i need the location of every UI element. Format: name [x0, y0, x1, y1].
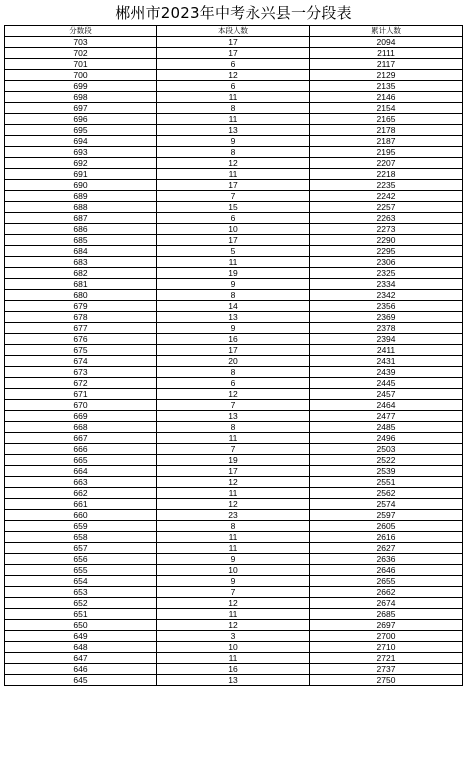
- cell-cumulative-count: 2218: [310, 169, 463, 180]
- table-row: [5, 422, 463, 433]
- cell-cumulative-count: 2178: [310, 125, 463, 136]
- cell-segment-count: 11: [157, 433, 310, 444]
- cell-cumulative-count: 2503: [310, 444, 463, 455]
- cell-cumulative-count: 2334: [310, 279, 463, 290]
- cell-segment-count: 11: [157, 609, 310, 620]
- cell-cumulative-count: 2369: [310, 312, 463, 323]
- cell-score: 693: [5, 147, 157, 158]
- cell-cumulative-count: 2263: [310, 213, 463, 224]
- cell-cumulative-count: 2464: [310, 400, 463, 411]
- cell-cumulative-count: 2636: [310, 554, 463, 565]
- cell-score: 684: [5, 246, 157, 257]
- cell-cumulative-count: 2477: [310, 411, 463, 422]
- cell-cumulative-count: 2306: [310, 257, 463, 268]
- cell-segment-count: 10: [157, 642, 310, 653]
- cell-cumulative-count: 2700: [310, 631, 463, 642]
- cell-segment-count: 11: [157, 532, 310, 543]
- cell-score: 668: [5, 422, 157, 433]
- table-row: [5, 488, 463, 499]
- cell-score: 671: [5, 389, 157, 400]
- cell-score: 703: [5, 37, 157, 48]
- cell-score: 683: [5, 257, 157, 268]
- cell-score: 659: [5, 521, 157, 532]
- cell-score: 655: [5, 565, 157, 576]
- table-row: [5, 433, 463, 444]
- cell-score: 650: [5, 620, 157, 631]
- table-row: [5, 114, 463, 125]
- cell-segment-count: 6: [157, 213, 310, 224]
- header-cumulative-count: 累计人数: [310, 26, 463, 37]
- cell-score: 699: [5, 81, 157, 92]
- table-row: [5, 334, 463, 345]
- table-row: [5, 543, 463, 554]
- cell-cumulative-count: 2616: [310, 532, 463, 543]
- table-row: [5, 158, 463, 169]
- table-row: [5, 224, 463, 235]
- table-row: [5, 499, 463, 510]
- table-row: [5, 389, 463, 400]
- cell-cumulative-count: 2750: [310, 675, 463, 686]
- cell-score: 665: [5, 455, 157, 466]
- table-row: [5, 664, 463, 675]
- cell-cumulative-count: 2165: [310, 114, 463, 125]
- cell-cumulative-count: 2235: [310, 180, 463, 191]
- cell-segment-count: 9: [157, 136, 310, 147]
- table-row: [5, 169, 463, 180]
- cell-segment-count: 11: [157, 543, 310, 554]
- cell-score: 680: [5, 290, 157, 301]
- table-row: [5, 48, 463, 59]
- cell-score: 702: [5, 48, 157, 59]
- cell-score: 692: [5, 158, 157, 169]
- cell-cumulative-count: 2562: [310, 488, 463, 499]
- cell-segment-count: 16: [157, 664, 310, 675]
- cell-segment-count: 11: [157, 114, 310, 125]
- table-row: [5, 609, 463, 620]
- cell-cumulative-count: 2496: [310, 433, 463, 444]
- table-row: [5, 378, 463, 389]
- cell-score: 697: [5, 103, 157, 114]
- cell-cumulative-count: 2290: [310, 235, 463, 246]
- cell-score: 654: [5, 576, 157, 587]
- cell-segment-count: 13: [157, 312, 310, 323]
- cell-cumulative-count: 2655: [310, 576, 463, 587]
- cell-cumulative-count: 2411: [310, 345, 463, 356]
- cell-segment-count: 5: [157, 246, 310, 257]
- cell-segment-count: 3: [157, 631, 310, 642]
- cell-score: 696: [5, 114, 157, 125]
- cell-segment-count: 7: [157, 587, 310, 598]
- cell-segment-count: 17: [157, 466, 310, 477]
- cell-segment-count: 16: [157, 334, 310, 345]
- cell-cumulative-count: 2697: [310, 620, 463, 631]
- cell-cumulative-count: 2129: [310, 70, 463, 81]
- cell-score: 667: [5, 433, 157, 444]
- table-row: [5, 312, 463, 323]
- cell-score: 691: [5, 169, 157, 180]
- table-row: [5, 411, 463, 422]
- cell-score: 649: [5, 631, 157, 642]
- cell-segment-count: 6: [157, 378, 310, 389]
- table-row: [5, 565, 463, 576]
- cell-score: 647: [5, 653, 157, 664]
- table-row: [5, 675, 463, 686]
- cell-segment-count: 12: [157, 158, 310, 169]
- cell-cumulative-count: 2539: [310, 466, 463, 477]
- table-row: [5, 532, 463, 543]
- cell-score: 681: [5, 279, 157, 290]
- header-score-range: 分数段: [5, 26, 157, 37]
- cell-cumulative-count: 2485: [310, 422, 463, 433]
- cell-cumulative-count: 2685: [310, 609, 463, 620]
- cell-score: 662: [5, 488, 157, 499]
- cell-segment-count: 19: [157, 268, 310, 279]
- table-header-row: [5, 26, 463, 37]
- cell-score: 669: [5, 411, 157, 422]
- cell-cumulative-count: 2207: [310, 158, 463, 169]
- cell-score: 653: [5, 587, 157, 598]
- cell-cumulative-count: 2551: [310, 477, 463, 488]
- cell-segment-count: 19: [157, 455, 310, 466]
- cell-score: 698: [5, 92, 157, 103]
- cell-score: 657: [5, 543, 157, 554]
- cell-score: 645: [5, 675, 157, 686]
- table-row: [5, 400, 463, 411]
- cell-segment-count: 12: [157, 70, 310, 81]
- cell-segment-count: 11: [157, 92, 310, 103]
- document-title: 郴州市2023年中考永兴县一分段表: [115, 4, 352, 22]
- cell-cumulative-count: 2605: [310, 521, 463, 532]
- table-row: [5, 191, 463, 202]
- table-row: [5, 444, 463, 455]
- cell-score: 677: [5, 323, 157, 334]
- cell-segment-count: 8: [157, 147, 310, 158]
- cell-segment-count: 9: [157, 576, 310, 587]
- table-row: [5, 268, 463, 279]
- cell-cumulative-count: 2342: [310, 290, 463, 301]
- cell-score: 689: [5, 191, 157, 202]
- cell-segment-count: 12: [157, 499, 310, 510]
- cell-cumulative-count: 2662: [310, 587, 463, 598]
- table-row: [5, 70, 463, 81]
- table-row: [5, 37, 463, 48]
- cell-segment-count: 11: [157, 257, 310, 268]
- cell-score: 688: [5, 202, 157, 213]
- table-row: [5, 455, 463, 466]
- table-row: [5, 598, 463, 609]
- cell-cumulative-count: 2522: [310, 455, 463, 466]
- table-row: [5, 345, 463, 356]
- cell-cumulative-count: 2439: [310, 367, 463, 378]
- cell-segment-count: 8: [157, 290, 310, 301]
- cell-score: 663: [5, 477, 157, 488]
- cell-segment-count: 13: [157, 675, 310, 686]
- cell-score: 661: [5, 499, 157, 510]
- table-row: [5, 136, 463, 147]
- cell-segment-count: 11: [157, 653, 310, 664]
- table-row: [5, 477, 463, 488]
- cell-segment-count: 12: [157, 620, 310, 631]
- cell-score: 679: [5, 301, 157, 312]
- cell-segment-count: 9: [157, 279, 310, 290]
- cell-cumulative-count: 2597: [310, 510, 463, 521]
- cell-cumulative-count: 2674: [310, 598, 463, 609]
- cell-cumulative-count: 2737: [310, 664, 463, 675]
- cell-cumulative-count: 2195: [310, 147, 463, 158]
- table-row: [5, 367, 463, 378]
- cell-segment-count: 11: [157, 169, 310, 180]
- cell-segment-count: 17: [157, 345, 310, 356]
- cell-segment-count: 8: [157, 103, 310, 114]
- cell-score: 664: [5, 466, 157, 477]
- table-row: [5, 620, 463, 631]
- cell-segment-count: 17: [157, 37, 310, 48]
- cell-segment-count: 11: [157, 488, 310, 499]
- table-row: [5, 180, 463, 191]
- cell-cumulative-count: 2187: [310, 136, 463, 147]
- cell-cumulative-count: 2457: [310, 389, 463, 400]
- cell-cumulative-count: 2721: [310, 653, 463, 664]
- table-row: [5, 257, 463, 268]
- table-row: [5, 92, 463, 103]
- cell-cumulative-count: 2135: [310, 81, 463, 92]
- cell-segment-count: 17: [157, 180, 310, 191]
- cell-segment-count: 13: [157, 411, 310, 422]
- table-row: [5, 301, 463, 312]
- table-row: [5, 235, 463, 246]
- cell-segment-count: 6: [157, 59, 310, 70]
- table-row: [5, 246, 463, 257]
- cell-cumulative-count: 2710: [310, 642, 463, 653]
- table-row: [5, 576, 463, 587]
- cell-score: 676: [5, 334, 157, 345]
- cell-score: 675: [5, 345, 157, 356]
- table-row: [5, 59, 463, 70]
- table-row: [5, 290, 463, 301]
- cell-segment-count: 8: [157, 422, 310, 433]
- table-row: [5, 554, 463, 565]
- cell-segment-count: 15: [157, 202, 310, 213]
- cell-cumulative-count: 2574: [310, 499, 463, 510]
- cell-score: 678: [5, 312, 157, 323]
- table-row: [5, 147, 463, 158]
- cell-cumulative-count: 2094: [310, 37, 463, 48]
- cell-segment-count: 23: [157, 510, 310, 521]
- cell-cumulative-count: 2431: [310, 356, 463, 367]
- cell-score: 652: [5, 598, 157, 609]
- cell-score: 658: [5, 532, 157, 543]
- cell-segment-count: 6: [157, 81, 310, 92]
- cell-cumulative-count: 2154: [310, 103, 463, 114]
- cell-score: 646: [5, 664, 157, 675]
- table-row: [5, 356, 463, 367]
- cell-score: 694: [5, 136, 157, 147]
- cell-segment-count: 9: [157, 554, 310, 565]
- table-row: [5, 510, 463, 521]
- cell-cumulative-count: 2445: [310, 378, 463, 389]
- cell-segment-count: 20: [157, 356, 310, 367]
- cell-cumulative-count: 2627: [310, 543, 463, 554]
- table-row: [5, 631, 463, 642]
- cell-cumulative-count: 2394: [310, 334, 463, 345]
- cell-score: 686: [5, 224, 157, 235]
- table-body: [5, 37, 463, 686]
- cell-score: 687: [5, 213, 157, 224]
- cell-score: 690: [5, 180, 157, 191]
- cell-segment-count: 13: [157, 125, 310, 136]
- cell-cumulative-count: 2117: [310, 59, 463, 70]
- cell-cumulative-count: 2242: [310, 191, 463, 202]
- cell-segment-count: 7: [157, 191, 310, 202]
- cell-segment-count: 10: [157, 565, 310, 576]
- table-row: [5, 103, 463, 114]
- cell-score: 670: [5, 400, 157, 411]
- cell-segment-count: 9: [157, 323, 310, 334]
- cell-cumulative-count: 2273: [310, 224, 463, 235]
- score-distribution-table: [4, 25, 463, 686]
- cell-cumulative-count: 2325: [310, 268, 463, 279]
- table-row: [5, 521, 463, 532]
- table-row: [5, 466, 463, 477]
- cell-score: 700: [5, 70, 157, 81]
- cell-cumulative-count: 2257: [310, 202, 463, 213]
- cell-segment-count: 7: [157, 400, 310, 411]
- cell-score: 685: [5, 235, 157, 246]
- cell-score: 682: [5, 268, 157, 279]
- cell-score: 695: [5, 125, 157, 136]
- table-row: [5, 213, 463, 224]
- table-row: [5, 653, 463, 664]
- header-segment-count: 本段人数: [157, 26, 310, 37]
- cell-cumulative-count: 2378: [310, 323, 463, 334]
- cell-segment-count: 8: [157, 521, 310, 532]
- table-row: [5, 125, 463, 136]
- cell-cumulative-count: 2646: [310, 565, 463, 576]
- cell-cumulative-count: 2111: [310, 48, 463, 59]
- cell-score: 701: [5, 59, 157, 70]
- cell-score: 660: [5, 510, 157, 521]
- cell-segment-count: 12: [157, 477, 310, 488]
- cell-score: 672: [5, 378, 157, 389]
- cell-segment-count: 14: [157, 301, 310, 312]
- cell-cumulative-count: 2356: [310, 301, 463, 312]
- table-row: [5, 202, 463, 213]
- cell-score: 673: [5, 367, 157, 378]
- cell-score: 656: [5, 554, 157, 565]
- cell-cumulative-count: 2295: [310, 246, 463, 257]
- cell-score: 666: [5, 444, 157, 455]
- cell-score: 674: [5, 356, 157, 367]
- cell-score: 648: [5, 642, 157, 653]
- cell-score: 651: [5, 609, 157, 620]
- cell-cumulative-count: 2146: [310, 92, 463, 103]
- cell-segment-count: 7: [157, 444, 310, 455]
- cell-segment-count: 10: [157, 224, 310, 235]
- cell-segment-count: 17: [157, 235, 310, 246]
- table-row: [5, 642, 463, 653]
- table-row: [5, 587, 463, 598]
- table-row: [5, 279, 463, 290]
- table-row: [5, 323, 463, 334]
- table-row: [5, 81, 463, 92]
- cell-segment-count: 12: [157, 598, 310, 609]
- cell-segment-count: 17: [157, 48, 310, 59]
- cell-segment-count: 8: [157, 367, 310, 378]
- cell-segment-count: 12: [157, 389, 310, 400]
